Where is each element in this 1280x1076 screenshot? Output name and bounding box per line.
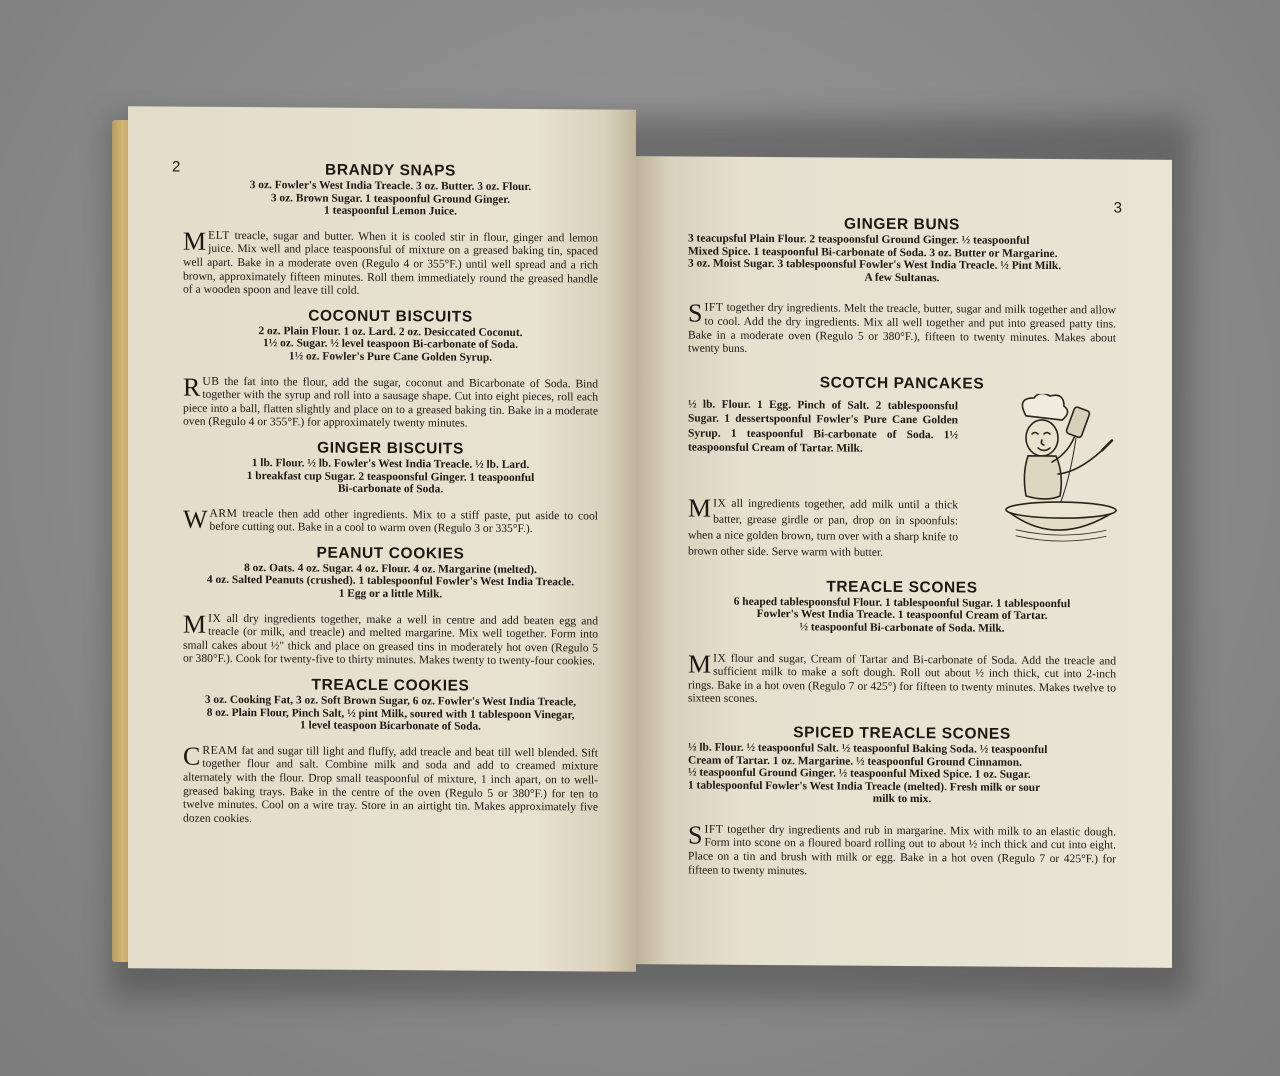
method-text [688,822,1116,879]
ingredient-line: Mixed Spice. 1 teaspoonful Bi-carbonate of Soda. 3 oz. Butter or Margarine. [688,245,1058,260]
recipe-title: SCOTCH PANCAKES [819,374,985,393]
method-body: together dry ingredients. Melt the treacle, butter, sugar and milk together and allow to cool. Add the dry ingredients. Mix all well together and put into greased patty tins. Bake in a moderate oven (Regulo 5 or 380°F.), fifteen to twenty minutes. Makes about twenty buns. [688,301,1116,356]
method-text [183,743,598,827]
method-body: flour and sugar, Cream of Tartar and Bi-carbonate of Soda. Add the treacle and sufficient milk to make a soft dough. Roll out about ½ inch thick, cut into 2-inch rings. Bake in a hot oven (Regulo 7 or 425°) for fifteen to twenty minutes. Makes twelve to sixteen scones. [688,651,1116,706]
chef-illustration [986,393,1126,554]
left-page [128,106,636,972]
ingredient-line: 4 oz. Salted Peanuts (crushed). 1 tablespoonful Fowler's West India Treacle. [206,574,575,589]
recipe-title: BRANDY SNAPS [325,161,456,180]
ingredient-line: 1½ oz. Fowler's Pure Cane Golden Syrup. [288,350,493,364]
method-text [183,374,598,431]
method-body: treacle, sugar and butter. When it is cooled stir in flour, ginger and lemon juice. Mix well and place teaspoonsful of mixture on a greased baking tin, spaced well apart. Bake in a moderate oven (Regulo 4 or 355°F.) until well spread and a rich brown, approximately fifteen minutes. Roll them immediately round the greased handle of a wooden spoon and leave till cold. [183,228,598,297]
method-body: the fat into the flour, add the sugar, coconut and Bicarbonate of Soda. Bind together with the syrup and roll into a sausage shape. Cut into eight pieces, roll each piece into a ball, flatten slightly and place on to a greased baking tin. Bake in a moderate oven (Regulo 4 or 355°F.) for approximately twenty minutes. [183,374,598,430]
ingredient-line: 1 tablespoonful Fowler's West India Treacle (melted). Fresh milk or sour [688,779,1041,794]
ingredient-line: 3 oz. Brown Sugar. 1 teaspoonful Ground Ginger. [270,191,511,206]
recipe-title: TREACLE COOKIES [311,676,470,695]
recipe-title: SPICED TREACLE SCONES [793,724,1011,743]
ingredients [183,179,598,220]
drop-cap: M [688,493,712,523]
ingredients [183,457,598,498]
ingredients [183,561,598,602]
method-text [688,495,958,561]
ingredients [688,595,1116,636]
ingredient-line: 1 teaspoonful Lemon Juice. [324,204,457,218]
ingredient-line: 3 teacupsful Plain Flour. 2 teaspoonsful Ground Ginger. ½ teaspoonful [688,232,1030,247]
ingredient-line: Cream of Tartar. 1 oz. Margarine. ½ teaspoonful Ground Cinnamon. [688,753,1022,769]
lead-word: REAM [202,743,238,757]
ingredients [183,694,598,735]
method-body: fat and sugar till light and fluffy, add treacle and beat till well blended. Sift together flour and salt. Combine milk and soda and add to creamed mixture alternately with the flour. Drop small teaspoonful of mixture, 1 inch apart, on to well-greased baking trays. Bake in the centre of the oven (Regulo 5 or 380°F.) for ten to twelve minutes. Cool on a wire tray. Store in an airtight tin. Makes approximately five dozen cookies. [183,743,598,825]
ingredients: ½ lb. Flour. 1 Egg. Pinch of Salt. 2 tablespoonsful Sugar. 1 dessertspoonful Fowler's Pure Cane Golden Syrup. 1 teaspoonful Bi-carbonate of Soda. 1½ teaspoonsful Cream of Tartar. Milk. [688,398,958,455]
drop-cap: W [183,504,208,534]
ingredient-line: 1 breakfast cup Sugar. 2 teaspoonsful Ginger. 1 teaspoonful [246,469,535,484]
recipe-brandy-snaps [183,161,598,300]
method-body: all ingredients together, add milk until a thick batter, grease girdle or pan, drop on in spoonfuls: when a nice golden brown, turn over with a sharp knife to brown other side. Serve warm with butter. [688,496,958,559]
method-text [688,298,1116,358]
recipe-title: GINGER BISCUITS [317,439,464,458]
ingredient-line: 1 lb. Flour. ½ lb. Fowler's West India Treacle. ½ lb. Lard. [251,456,530,471]
method-body: together dry ingredients and rub in margarine. Mix with milk to an elastic dough. Form into scone on a floured board rolling out to about ½ inch thick and cut into eight. Place on a tin and brush with milk or egg. Bake in a hot oven (Regulo 7 or 425°F.) for fifteen to twenty minutes. [688,822,1116,877]
ingredient-line: ½ lb. Flour. ½ teaspoonful Salt. ½ teaspoonful Baking Soda. ½ teaspoonful [688,741,1048,756]
recipe-ginger-buns [688,214,1116,358]
ingredient-line: ½ teaspoonful Bi-carbonate of Soda. Milk. [799,621,1005,635]
ingredients [688,232,1116,285]
ingredient-line: 1½ oz. Sugar. ½ level teaspoon Bi-carbonate of Soda. [263,337,518,352]
ingredient-line: ½ teaspoonful Ground Ginger. ½ teaspoonful Mixed Spice. 1 oz. Sugar. [688,766,1031,781]
method-text [183,228,598,299]
recipe-scotch-pancakes [688,373,1116,562]
lead-word: IFT [704,822,724,836]
lead-word: IX [713,496,727,510]
ingredients [183,324,598,365]
ingredient-line: 3 oz. Fowler's West India Treacle. 3 oz. Butter. 3 oz. Flour. [249,179,532,194]
lead-word: ELT [208,228,230,242]
ingredient-line: 8 oz. Oats. 4 oz. Sugar. 4 oz. Flour. 4 oz. Margarine (melted). [244,561,537,576]
page-number: 2 [172,158,181,176]
ingredient-line: 1 level teaspoon Bicarbonate of Soda. [300,719,481,733]
recipe-ginger-biscuits [183,439,598,537]
ingredient-line: 6 heaped tablespoonsful Flour. 1 tablespoonful Sugar. 1 tablespoonful [733,595,1071,610]
method-body: all dry ingredients together, make a well in centre and add beaten egg and treacle (or milk, and treacle) and melted margarine. Mix well together. Form into small cakes about ½" thick and place on greased tins in moderately hot oven (Regulo 5 or 380°F.). Cook for twenty-five to thirty minutes. Makes twenty to twenty-four cookies. [183,611,598,668]
drop-cap: C [183,741,201,771]
recipe-spiced-treacle-scones [688,723,1116,879]
method-text [688,651,1116,708]
page-number: 3 [1113,199,1122,217]
lead-word: IX [208,611,222,625]
drop-cap: R [183,372,201,402]
ingredient-line: Bi-carbonate of Soda. [337,482,444,496]
recipe-coconut-biscuits [183,306,598,431]
scotch-column [688,397,958,561]
method-text [183,506,598,536]
ingredient-line: 2 oz. Plain Flour. 1 oz. Lard. 2 oz. Desiccated Coconut. [258,324,523,339]
lead-word: ARM [209,506,238,520]
ingredient-line: Fowler's West India Treacle. 1 teaspoonful Cream of Tartar. [756,608,1048,623]
ingredient-line: milk to mix. [872,793,932,806]
recipe-treacle-scones [688,577,1116,708]
lead-word: IFT [704,300,724,315]
recipe-title: PEANUT COOKIES [316,544,465,563]
right-page [636,156,1172,968]
recipe-peanut-cookies [183,543,598,668]
ingredient-line: 1 Egg or a little Milk. [338,587,443,601]
drop-cap: S [688,820,703,850]
recipe-title: GINGER BUNS [844,215,960,234]
recipe-title: TREACLE SCONES [826,578,978,597]
ingredient-line: 3 oz. Cooking Fat, 3 oz. Soft Brown Sugar, 6 oz. Fowler's West India Treacle, [204,693,577,709]
recipe-treacle-cookies [183,676,598,828]
lead-word: UB [202,374,220,388]
drop-cap: M [688,649,712,679]
ingredient-line: A few Sultanas. [864,271,940,285]
method-body: treacle then add other ingredients. Mix to a stiff paste, put aside to cool before cutting out. Bake in a cool to warm oven (Regulo 3 or 335°F.). [209,506,598,536]
drop-cap: M [183,609,207,639]
method-text [183,611,598,668]
lead-word: IX [713,651,727,665]
recipe-title: COCONUT BISCUITS [308,307,473,326]
drop-cap: M [183,226,207,256]
ingredient-line: 3 oz. Moist Sugar. 3 tablespoonsful Fowler's West India Treacle. ½ Pint Milk. [688,257,1062,273]
drop-cap: S [688,298,703,328]
ingredients [688,741,1116,807]
ingredient-line: 8 oz. Plain Flour, Pinch Salt, ½ pint Milk, soured with 1 tablespoon Vinegar, [206,706,575,721]
